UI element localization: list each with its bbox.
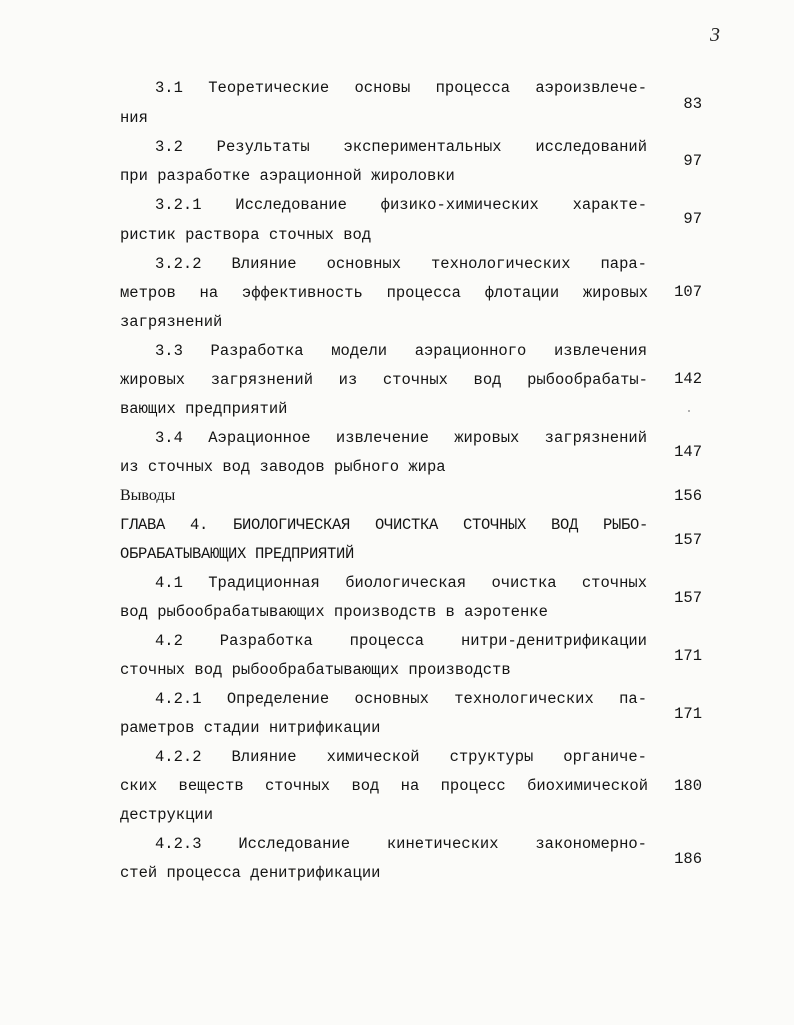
toc-entry-line: 4.2 Разработка процесса нитри-денитрификации <box>155 632 647 650</box>
toc-entry-line: при разработке аэрационной жироловки <box>120 167 455 185</box>
toc-entry-line: из сточных вод заводов рыбного жира <box>120 458 446 476</box>
toc-entry-line: ских веществ сточных вод на процесс биохимической <box>120 777 648 795</box>
toc-entry-line: Выводы <box>120 487 176 504</box>
toc-entry-line: 3.2 Результаты экспериментальных исследований <box>155 138 647 156</box>
toc-entry-line: раметров стадии нитрификации <box>120 719 381 737</box>
toc-entry-line: жировых загрязнений из сточных вод рыбообрабаты- <box>120 371 648 389</box>
toc-entry-line: 4.2.3 Исследование кинетических закономерно- <box>155 835 647 853</box>
toc-entry-line: 4.2.1 Определение основных технологических па- <box>155 690 647 708</box>
toc-page-number: 156 <box>674 487 702 505</box>
toc-page-number: 142 <box>674 370 702 388</box>
toc-entry-line: вающих предприятий <box>120 400 288 418</box>
toc-page-number: 107 <box>674 283 702 301</box>
toc-entry-line: 3.1 Теоретические основы процесса аэроизвлече- <box>155 79 647 97</box>
toc-chapter-line: ГЛАВА 4. БИОЛОГИЧЕСКАЯ ОЧИСТКА СТОЧНЫХ ВОД РЫБО- <box>120 516 648 534</box>
toc-entry-line: деструкции <box>120 806 214 824</box>
toc-entry-line: 3.4 Аэрационное извлечение жировых загрязнений <box>155 429 647 447</box>
toc-entry-line: метров на эффективность процесса флотации жировых <box>120 284 648 302</box>
toc-entry-line: стей процесса денитрификации <box>120 864 381 882</box>
toc-page-number: 186 <box>674 850 702 868</box>
toc-entry-line: загрязнений <box>120 313 223 331</box>
toc-page-number: 180 <box>674 777 702 795</box>
toc-page-number: 157 <box>674 589 702 607</box>
toc-entry-line: сточных вод рыбообрабатывающих производств <box>120 661 511 679</box>
toc-entry-line: 4.2.2 Влияние химической структуры органиче- <box>155 748 647 766</box>
toc-page-number: 83 <box>683 95 702 113</box>
toc-entry-line: 3.2.2 Влияние основных технологических пара- <box>155 255 647 273</box>
toc-entry-line: ристик раствора сточных вод <box>120 226 372 244</box>
toc-entry-line: 3.3 Разработка модели аэрационного извлечения <box>155 342 647 360</box>
toc-entry-line: ния <box>120 109 148 127</box>
scan-speck <box>688 410 690 412</box>
toc-page-number: 171 <box>674 647 702 665</box>
page-number: 3 <box>710 24 720 46</box>
toc-page-number: 147 <box>674 443 702 461</box>
toc-page-number: 97 <box>683 152 702 170</box>
toc-page-number: 171 <box>674 705 702 723</box>
toc-entry-line: вод рыбообрабатывающих производств в аэротенке <box>120 603 548 621</box>
toc-entry-line: 4.1 Традиционная биологическая очистка сточных <box>155 574 647 592</box>
toc-entry-line: 3.2.1 Исследование физико-химических характе- <box>155 196 647 214</box>
toc-chapter-line: ОБРАБАТЫВАЮЩИХ ПРЕДПРИЯТИЙ <box>120 545 355 563</box>
toc-page-number: 157 <box>674 531 702 549</box>
toc-page-number: 97 <box>683 210 702 228</box>
